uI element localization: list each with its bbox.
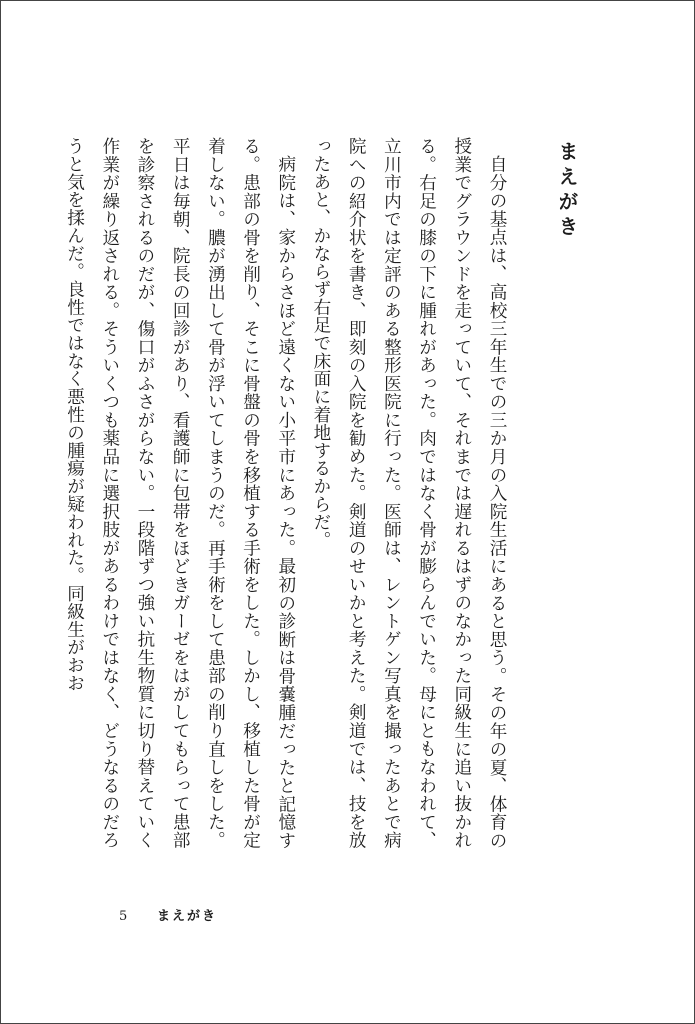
body-text: [56, 137, 514, 849]
paragraph: 病院は、家からさほど遠くない小平市にあった。最初の診断は骨嚢腫だったと記憶する。患部の骨を削り、そこに骨盤の骨を移植する手術をした。しかし、移植した骨が定着しない。膿が湧出して骨が浮いてしまうのだ。再手術をして患部の削り直しをした。平日は毎朝、院長の回診があり、看護師に包帯をほどきガーゼをはがしてもらって患部を診察されるのだが、傷口がふさがらない。一段階ずつ強い抗生物質に切り替えていく作業が繰り返される。そういくつも薬品に選択肢があるわけではなく、どうなるのだろうと気を揉んだ。良性ではなく悪性の腫瘍が疑われた。同級生がおお: [64, 137, 296, 849]
paragraph: 自分の基点は、高校三年生での三か月の入院生活にあると思う。その年の夏、体育の授業でグラウンドを走っていて、それまでは遅れるはずのなかった同級生に追い抜かれる。右足の膝の下に腫れがあった。肉ではなく骨が膨らんでいた。母にともなわれて、立川市内では定評のある整形医院に行った。医師は、レントゲン写真を撮ったあとで病院への紹介状を書き、即刻の入院を勧めた。剣道のせいかと考えた。剣道では、技を放ったあと、かならず右足で床面に着地するからだ。: [310, 137, 507, 849]
page-footer: [119, 905, 217, 924]
chapter-title: まえがき: [555, 141, 579, 241]
page-number: 5: [119, 909, 128, 924]
running-title: まえがき: [157, 909, 218, 924]
